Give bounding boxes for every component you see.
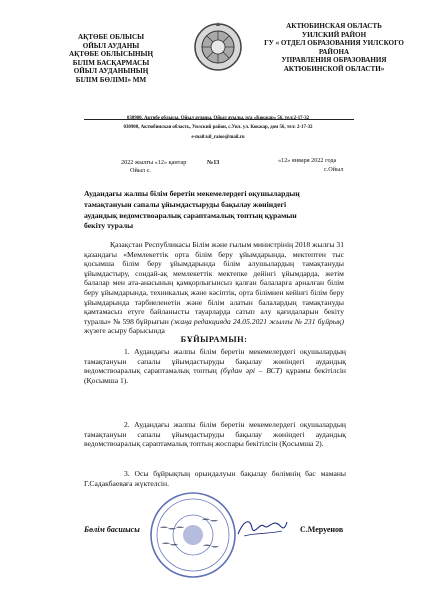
order-item [84, 469, 346, 488]
order-item [84, 420, 346, 449]
intro-paragraph [84, 240, 344, 336]
header-right-line: УПРАВЛЕНИЯ ОБРАЗОВАНИЯ [281, 56, 387, 65]
order-heading: БҰЙЫРАМЫН: [180, 335, 248, 344]
intro-tail: жүзеге асыру барысында [84, 326, 165, 336]
order-item-tail: құрамы бекітілсін (Қосымша 1). [84, 366, 346, 385]
official-stamp-icon [148, 490, 238, 580]
header-right-line: АКТЮБИНСКОЙ ОБЛАСТИ» [283, 64, 385, 73]
address-kz: 030900, Ақтөбе облысы, Ойыл ауданы, Ойыл ауылы, м/а «Көкжар» 56, тел:2-17-32 [126, 116, 310, 121]
header-left-org [52, 33, 170, 85]
order-item [84, 347, 346, 385]
order-item-italic: (бұдан әрі – ВСТ) [220, 366, 283, 376]
document-number: №13 [207, 159, 220, 166]
signatory-name: С.Меруенов [300, 525, 344, 534]
document-title: Аудандағы жалпы білім беретін мекемелердегі оқушылардың тамақтануын сапалы ұйымдастыруды бақылау жөніндегі аудандық ведомствоаралық сараптамалық топтың құрамын бекіту туралы [84, 189, 300, 231]
handwritten-signature-icon [234, 514, 290, 542]
order-item-text: 3. Осы бұйрықтың орындалуын бақылау бөлімнің бас маманы Г.Садакбаеваға жүктелсін. [84, 469, 346, 488]
place-kz: Ойыл с. [130, 167, 151, 174]
state-emblem-icon [193, 20, 243, 74]
place-ru: с.Ойыл [324, 166, 344, 173]
header-left-line: БІЛІМ БӨЛІМІ» ММ [75, 75, 147, 84]
header-right-line: УИЛСКИЙ РАЙОН [301, 30, 367, 39]
signatory-title: Бөлім басшысы [84, 525, 140, 534]
header-right-line: АКТЮБИНСКАЯ ОБЛАСТЬ [286, 22, 382, 30]
order-item-text: 2. Аудандағы жалпы білім беретін мекемелердегі оқушылардың тамақтануын сапалы ұйымдастыруды бақылау жөніндегі аудандық ведомствоаралық сараптамалық топтың жоспары бекітілсін (Қосымша 2). [84, 420, 346, 449]
date-kz: 2022 жылғы «12» қантар [121, 159, 187, 166]
header-left-line: БІЛІМ БАСҚАРМАСЫ [72, 58, 150, 67]
order-item-text: 1. Аудандағы жалпы білім беретін мекемелердегі оқушылардың тамақтануын сапалы ұйымдастыруды бақылау жөніндегі аудандық ведомствоаралық сараптамалық топтың [84, 347, 346, 376]
header-right-line: РАЙОНА [318, 47, 350, 56]
header-right-line: ГУ « ОТДЕЛ ОБРАЗОВАНИЯ УИЛСКОГО [264, 39, 404, 48]
header-left-line: АҚТӨБЕ ОБЛЫСЫНЫҢ [68, 50, 154, 59]
email-address: e-mail:uil_raiоо@mail.ru [191, 135, 245, 140]
intro-italic: (жаңа редакцияда 24.05.2021 жылғы № 231 бұйрық) [170, 316, 345, 326]
header-left-line: ОЙЫЛ АУДАНЫ [82, 41, 140, 50]
address-ru: 030900, Актюбинская область, Уилский район, с.Уил. ул. Кокжар, дом 56, тел: 2-17-32 [123, 125, 313, 130]
header-left-line: АҚТӨБЕ ОБЛЫСЫ [77, 33, 145, 41]
header-left-line: ОЙЫЛ АУДАНЫНЫҢ [73, 67, 149, 76]
intro-text: Қазақстан Республикасы Білім және ғылым министрінің 2018 жылғы 31 қазандағы «Мемлекеттік орта білім беру ұйымдарында, мектептен тыс қосымша білім беру ұйымдарында білім алушылардың тамақтануды ұйымдастыру, сондай-ақ мемлекеттік мектепке дейінгі ұйымдарда, жетім балалар мен ата-анасының қамқорлығынсыз қалған балаларға арналған білім беру ұйымдарында, техникалық және кәсіптік, орта білімнен кейінгі білім беру ұйымдарында тәрбиеленетін және білім алатын балалардың тамақтануды қамтамасыз етуге байланысты тауарларда сатып алу қағидаларын бекіту туралы» № 598 бұйрығын [84, 240, 344, 326]
header-right-org [258, 22, 410, 74]
date-ru: «12» января 2022 года [278, 157, 337, 164]
